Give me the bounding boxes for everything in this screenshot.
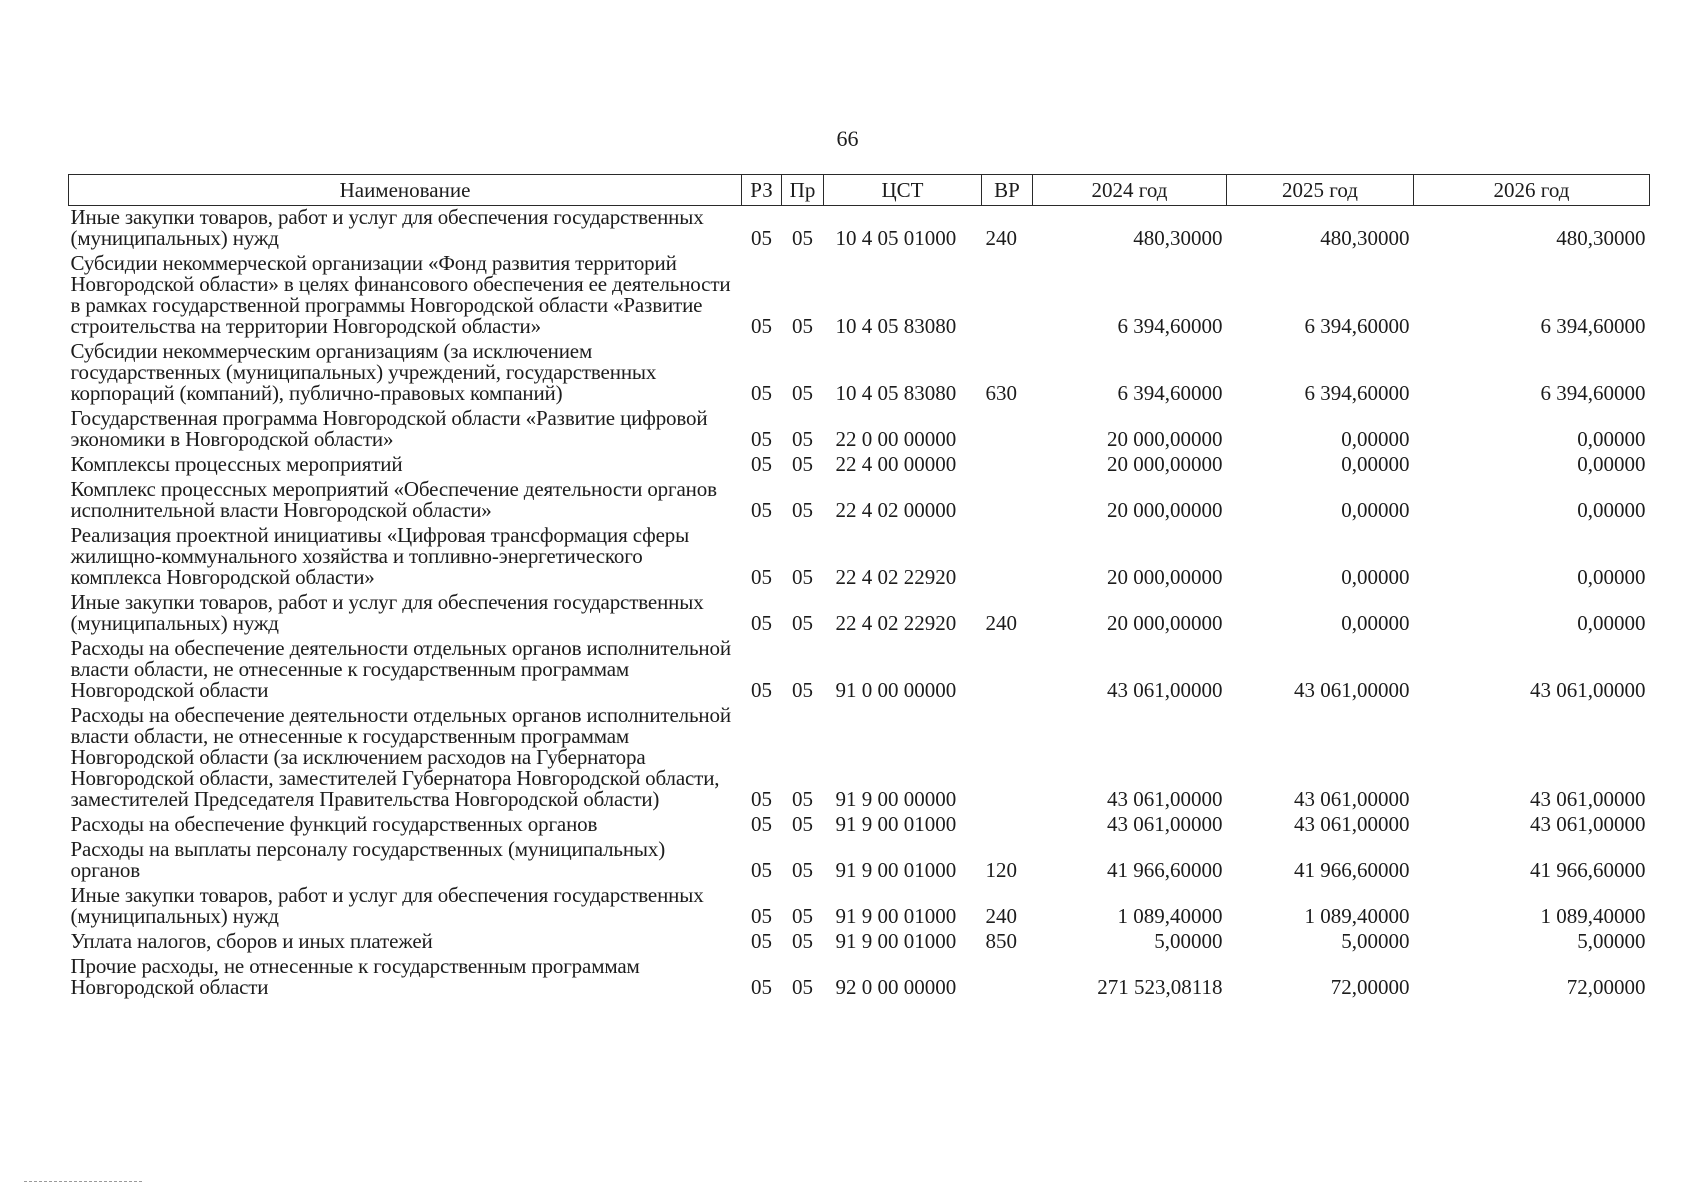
cell-vr [982,813,1033,838]
table-row [69,813,1650,838]
cell-rz: 05 [751,904,772,928]
cell-2026: 41 966,60000 [1530,858,1646,882]
cell-2024: 20 000,00000 [1107,452,1223,476]
cell-rz: 05 [751,858,772,882]
cell-pr: 05 [792,565,813,589]
footer-rule [24,1181,142,1182]
cell-rz: 05 [751,611,772,635]
cell-2025: 0,00000 [1341,565,1410,589]
cell-vr [982,704,1033,813]
cell-2025: 480,30000 [1320,226,1410,250]
cell-rz: 05 [751,565,772,589]
cell-2024: 43 061,00000 [1107,812,1223,836]
cell-rz: 05 [751,427,772,451]
cell-2025: 0,00000 [1341,498,1410,522]
cell-pr: 05 [792,904,813,928]
cell-name: Расходы на обеспечение функций государственных органов [70,812,598,836]
cell-2026: 480,30000 [1556,226,1646,250]
cell-2026: 72,00000 [1566,975,1646,999]
cell-vr [982,453,1033,478]
table-row [69,637,1650,704]
cell-2024: 43 061,00000 [1107,678,1223,702]
cell-2026: 6 394,60000 [1540,381,1646,405]
cell-name: Государственная программа Новгородской области «Развитие цифровой экономики в Новгородской области» [70,406,708,451]
cell-name: Расходы на обеспечение деятельности отдельных органов исполнительной власти области, не отнесенные к государственным программам Новгородской области [70,636,731,702]
cell-2026: 43 061,00000 [1530,787,1646,811]
cell-vr: 120 [985,858,1017,882]
cell-2024: 43 061,00000 [1107,787,1223,811]
cell-vr [982,478,1033,524]
cell-2026: 6 394,60000 [1540,314,1646,338]
cell-2026: 5,00000 [1577,929,1646,953]
cell-2026: 0,00000 [1577,498,1646,522]
table-row [69,478,1650,524]
cell-2025: 6 394,60000 [1304,381,1410,405]
cell-pr: 05 [792,812,813,836]
cell-name: Расходы на выплаты персоналу государственных (муниципальных) органов [70,837,666,882]
cell-cst: 91 9 00 00000 [835,787,957,811]
cell-2024: 20 000,00000 [1107,427,1223,451]
cell-2025: 5,00000 [1341,929,1410,953]
cell-pr: 05 [792,678,813,702]
cell-cst: 22 4 02 22920 [835,565,957,589]
cell-2026: 1 089,40000 [1540,904,1646,928]
cell-vr [982,524,1033,591]
cell-rz: 05 [751,812,772,836]
cell-2024: 1 089,40000 [1117,904,1223,928]
cell-cst: 10 4 05 01000 [835,226,957,250]
cell-pr: 05 [792,314,813,338]
cell-rz: 05 [751,452,772,476]
table-row [69,955,1650,1001]
cell-2024: 271 523,08118 [1097,975,1223,999]
cell-name: Иные закупки товаров, работ и услуг для обеспечения государственных (муниципальных) нужд [70,205,704,250]
cell-name: Иные закупки товаров, работ и услуг для обеспечения государственных (муниципальных) нужд [70,883,704,928]
cell-cst: 91 9 00 01000 [835,904,957,928]
cell-2024: 480,30000 [1133,226,1223,250]
cell-cst: 91 9 00 01000 [835,812,957,836]
cell-name: Субсидии некоммерческой организации «Фонд развития территорий Новгородской области» в целях финансового обеспечения ее деятельности в рамках государственной программы Новгородской области «Развитие строительства на территории Новгородской области» [70,251,731,338]
cell-cst: 22 4 02 00000 [835,498,957,522]
header-pr: Пр [782,175,824,206]
cell-cst: 92 0 00 00000 [835,975,957,999]
cell-2026: 43 061,00000 [1530,812,1646,836]
cell-rz: 05 [751,381,772,405]
budget-table [68,174,1650,1001]
cell-pr: 05 [792,611,813,635]
cell-2024: 6 394,60000 [1117,314,1223,338]
cell-2024: 20 000,00000 [1107,611,1223,635]
cell-2025: 72,00000 [1330,975,1410,999]
cell-vr [982,407,1033,453]
cell-2026: 43 061,00000 [1530,678,1646,702]
cell-pr: 05 [792,975,813,999]
cell-pr: 05 [792,787,813,811]
cell-name: Расходы на обеспечение деятельности отдельных органов исполнительной власти области, не отнесенные к государственным программам Новгородской области (за исключением расходов на Губернатора Новгородской области, заместителей Губернатора Новгородской области, заместителей Председателя Правительства Новгородской области) [70,703,731,811]
cell-vr [982,252,1033,340]
cell-name: Уплата налогов, сборов и иных платежей [70,929,433,953]
cell-vr: 240 [985,611,1017,635]
cell-cst: 91 9 00 01000 [835,929,957,953]
cell-vr: 240 [985,226,1017,250]
cell-2026: 0,00000 [1577,611,1646,635]
table-row [69,407,1650,453]
cell-rz: 05 [751,498,772,522]
table-row [69,930,1650,955]
cell-2024: 41 966,60000 [1107,858,1223,882]
cell-cst: 22 4 02 22920 [835,611,957,635]
cell-pr: 05 [792,226,813,250]
cell-2024: 6 394,60000 [1117,381,1223,405]
cell-2024: 20 000,00000 [1107,498,1223,522]
cell-name: Комплекс процессных мероприятий «Обеспечение деятельности органов исполнительной власти Новгородской области» [70,477,717,522]
cell-name: Прочие расходы, не отнесенные к государственным программам Новгородской области [70,954,640,999]
cell-cst: 22 4 00 00000 [835,452,957,476]
cell-vr: 630 [985,381,1017,405]
cell-2024: 5,00000 [1154,929,1223,953]
cell-pr: 05 [792,498,813,522]
cell-pr: 05 [792,427,813,451]
cell-pr: 05 [792,452,813,476]
header-cst: ЦСТ [824,175,982,206]
cell-rz: 05 [751,226,772,250]
cell-2026: 0,00000 [1577,452,1646,476]
cell-cst: 10 4 05 83080 [835,381,957,405]
cell-name: Иные закупки товаров, работ и услуг для обеспечения государственных (муниципальных) нужд [70,590,704,635]
table-row [69,252,1650,340]
cell-pr: 05 [792,929,813,953]
cell-2024: 20 000,00000 [1107,565,1223,589]
cell-vr: 850 [985,929,1017,953]
cell-2025: 43 061,00000 [1294,787,1410,811]
cell-name: Комплексы процессных мероприятий [70,452,403,476]
page-number: 66 [836,126,859,151]
table-row [69,206,1650,253]
cell-2025: 41 966,60000 [1294,858,1410,882]
table-row [69,838,1650,884]
table-row [69,340,1650,407]
cell-vr [982,955,1033,1001]
header-rz: РЗ [742,175,782,206]
header-vr: ВР [982,175,1033,206]
table-row [69,704,1650,813]
cell-cst: 91 9 00 01000 [835,858,957,882]
table-row [69,453,1650,478]
cell-2025: 0,00000 [1341,452,1410,476]
cell-2026: 0,00000 [1577,427,1646,451]
cell-rz: 05 [751,314,772,338]
header-2024: 2024 год [1033,175,1227,206]
header-2026: 2026 год [1414,175,1650,206]
table-row [69,591,1650,637]
header-2025: 2025 год [1227,175,1414,206]
cell-rz: 05 [751,678,772,702]
cell-pr: 05 [792,381,813,405]
cell-2025: 6 394,60000 [1304,314,1410,338]
header-name: Наименование [69,175,742,206]
cell-rz: 05 [751,787,772,811]
cell-vr: 240 [985,904,1017,928]
cell-cst: 10 4 05 83080 [835,314,957,338]
table-row [69,884,1650,930]
cell-vr [982,637,1033,704]
table-header-row [69,175,1650,206]
cell-pr: 05 [792,858,813,882]
cell-cst: 22 0 00 00000 [835,427,957,451]
cell-2025: 1 089,40000 [1304,904,1410,928]
cell-name: Реализация проектной инициативы «Цифровая трансформация сферы жилищно-коммунального хозяйства и топливно-энергетического комплекса Новгородской области» [70,523,690,589]
cell-rz: 05 [751,975,772,999]
cell-name: Субсидии некоммерческим организациям (за исключением государственных (муниципальных) учреждений, государственных корпораций (компаний), публично-правовых компаний) [70,339,657,405]
cell-2025: 43 061,00000 [1294,678,1410,702]
table-row [69,524,1650,591]
cell-2025: 43 061,00000 [1294,812,1410,836]
cell-2025: 0,00000 [1341,611,1410,635]
table-body [69,206,1650,1002]
cell-2025: 0,00000 [1341,427,1410,451]
cell-rz: 05 [751,929,772,953]
cell-cst: 91 0 00 00000 [835,678,957,702]
cell-2026: 0,00000 [1577,565,1646,589]
